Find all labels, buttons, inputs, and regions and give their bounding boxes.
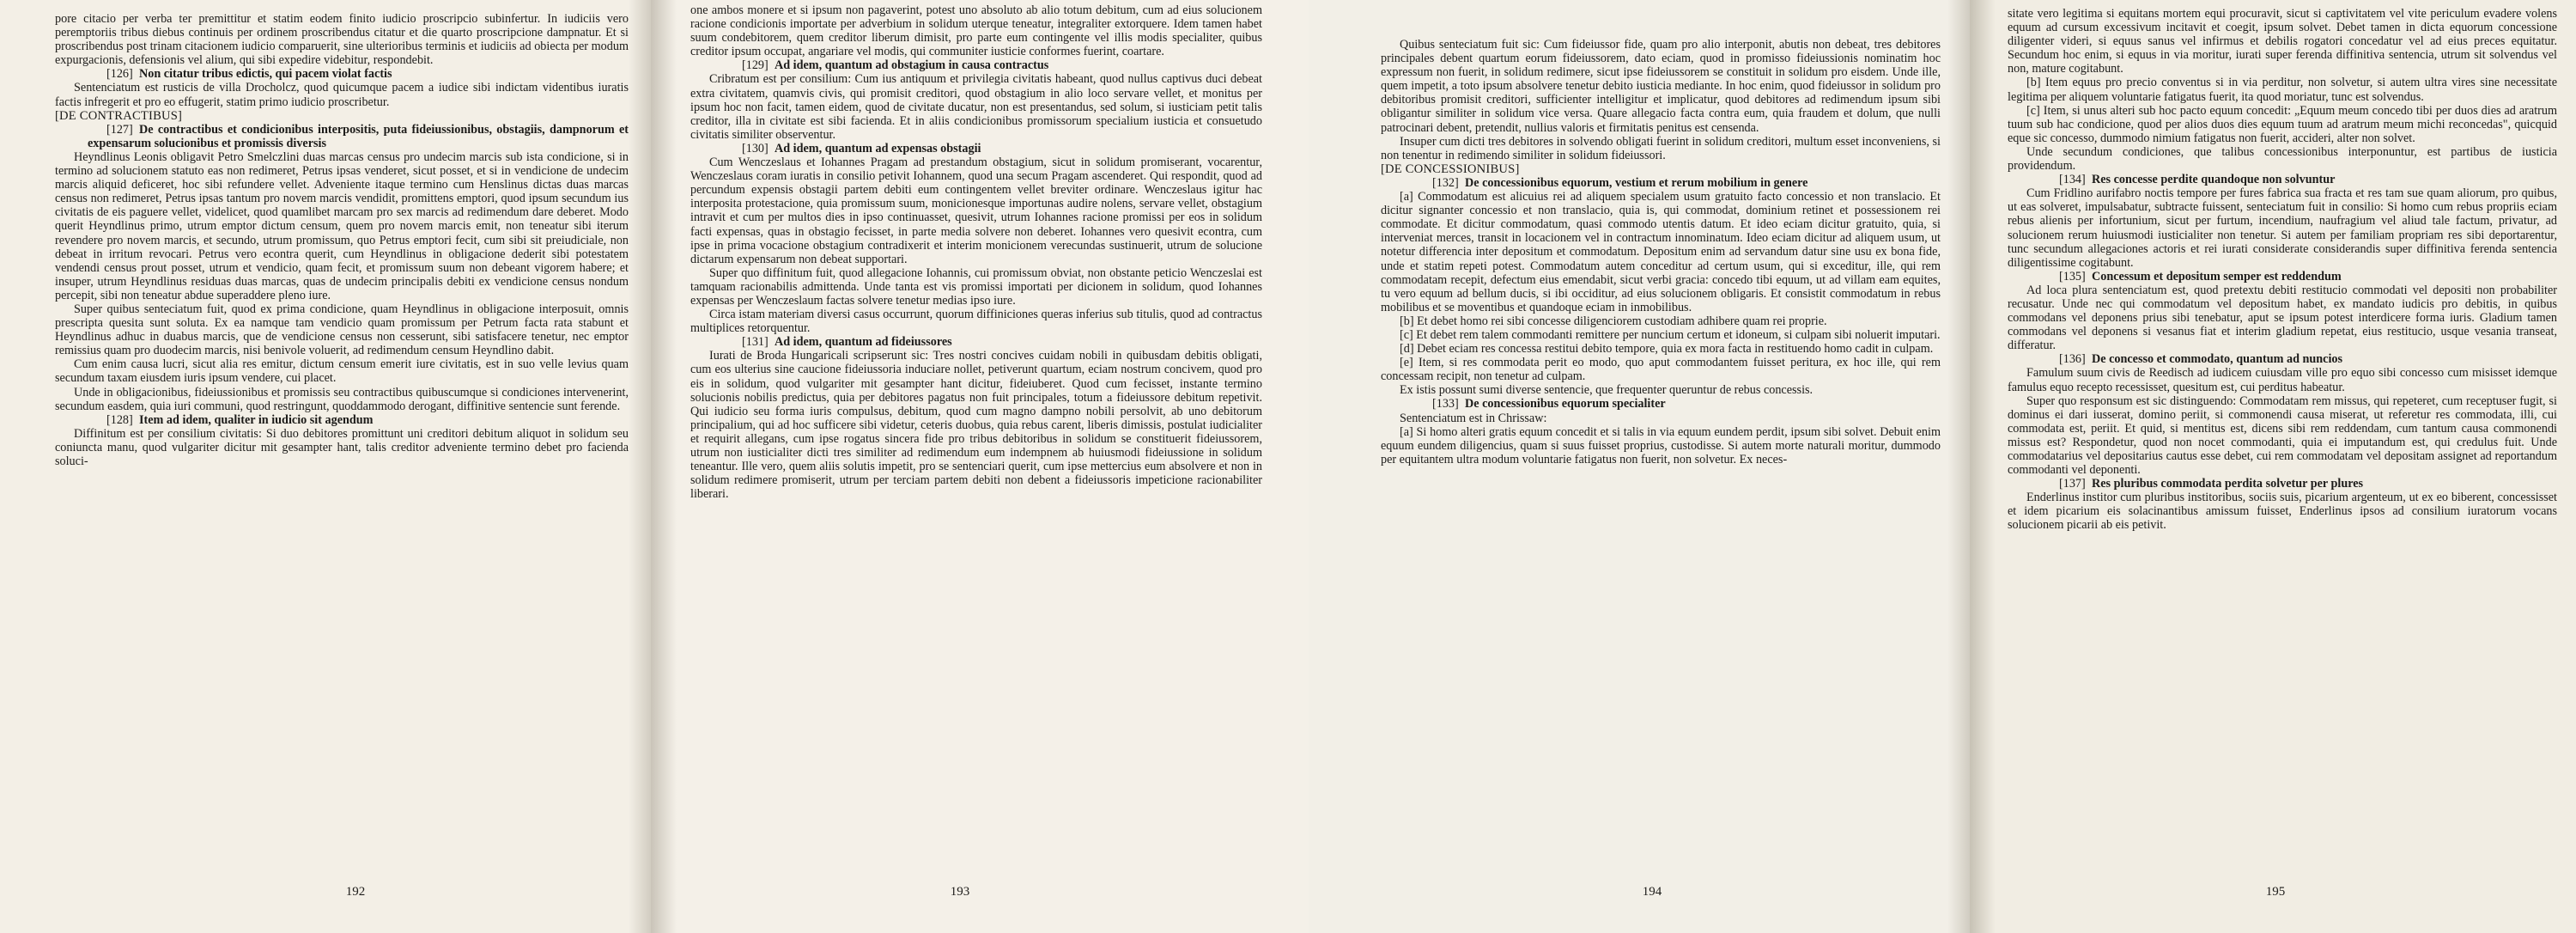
paragraph: Cum Fridlino aurifabro noctis tempore per fures fabrica sua fracta et res tam sue quam aliorum, pro quibus, ut eas solveret, impulsabatur, subtracte fuissent, senteciatum fuit in consilio: Si homo cum rebus propriis eciam rebus alienis per infortunium, sicut per furtum, incendium, naufragium vel aliud tale factum, privatur, ad solucionem rerum huiusmodi iusticialiter non tenetur. Si autem per familiam propriam res sibi deportarentur, tunc secundum allegaciones actoris et rei iurati considerate considerandis super diffinitiva ferenda sentencia diligentissime cogitabunt. [2008,186,2557,270]
paragraph: [c] Et debet rem talem commodanti remittere per nuncium certum et idoneum, si culpam sibi noluerit imputari. [1400,327,1941,342]
chapter-heading: [DE CONCESSIONIBUS] [1381,162,1520,176]
page-gutter-shadow [651,0,677,933]
section-heading [2008,352,2557,366]
paragraph: Circa istam materiam diversi casus occurrunt, quorum diffiniciones queras inferius sub titulis, quod ad contractus multiplices retorquentur. [690,308,1262,336]
page-text [1381,38,1941,466]
section-number: [127] [106,122,133,137]
section-title: Item ad idem, qualiter in iudicio sit agendum [139,412,374,427]
section-number: [131] [742,335,769,350]
paragraph: [b] Item equus pro precio conventus si in via perditur, non solvetur, si autem ultra vires sine necessitate legitima per aliquem voluntarie fatigatus fuerit, ita quod moriatur, tunc est solvendus. [2008,76,2557,104]
paragraph: Heyndlinus Leonis obligavit Petro Smelczlini duas marcas census pro undecim marcis sub ista condicione, si in termino ad solucionem statuto eas non redimeret, Petrus ipsas venderet, sicut posset, et si in vendicione de undecim marcis aliquid deficeret, hoc sibi refundere vellet. Adveniente itaque termino cum Henslinus dictas duas marcas census non redimeret, Petrus ipsas tantum pro novem marcis vendidit, promittens emptori, quod ipsum secundum ius civitatis de eis paguere vellet, videlicet, quod quamlibet marcam pro sex marcis ad redimendum dare deberet. Modo querit Heyndlinus primo, utrum emptor dictum censum, quem pro novem marcis emit, non teneatur sibi iterum revendere pro novem marcis, et secundo, utrum promissum, quo Petrus emptori fecit, cum sibi sit preiudiciale, non debeat in irritum revocari. Petrus vero econtra querit, cum Heyndlinus in obligacione dederit sibi potestatem vendendi census prout posset, utrum et vendicio, quam fecit, et promissum suum non debeant vigorem habere; et insuper, utrum Heyndlinus residuas duas marcas, quas de undecim principalis debiti ex vendicione census nondum percepit, sibi non teneatur abdue superaddere pleno iure. [55,149,629,302]
paragraph: Super quo diffinitum fuit, quod allegacione Iohannis, cui promissum obviat, non obstante peticio Wenczeslai est tamquam racionabilis admittenda. Unde tanta est vis promissi importati per dicionem in solidum, quod Iohannes expensas per Wenczeslaum factas solvere tenetur medias ipso iure. [690,265,1262,308]
section-number: [129] [742,58,769,73]
section-title: De concessionibus equorum specialiter [1465,397,1666,412]
paragraph: pore citacio per verba ter premittitur et statim eodem finito iudicio proscripcio subinfertur. In iudiciis vero peremptoriis tribus diebus continuis per ordinem proscribendus citatur et die quarto proscripcione dampnatur. Et si proscribendus post trinam citacionem iudicio comparuerit, sine ulterioribus terminis et iudiciis ad obiecta per modum expurgacionis, defensionis vel alium, qui sibi expedire videbitur, respondebit. [55,12,629,68]
paragraph: [a] Si homo alteri gratis equum concedit et si talis in via equum eundem perdit, ipsum sibi solvet. Debuit enim equum eundem diligencius, quam si suus fuisset proprius, custodisse. Si autem morte naturali moritur, dummodo per equitantem ultra modum voluntarie fatigatus non fuerit, non solvetur. Ex neces- [1381,424,1941,466]
page-text [2008,7,2557,533]
paragraph: Famulum suum civis de Reedisch ad iudicem cuiusdam ville pro equo sibi concesso cum misisset idemque famulus equo recepto recessisset, quesitum est, cui perditus habeatur. [2008,366,2557,394]
section-title: Ad idem, quantum ad fideiussores [775,335,952,350]
section-heading [55,123,629,150]
page-gutter-shadow [629,0,651,933]
section-title: De concessionibus equorum, vestium et rerum mobilium in genere [1465,175,1808,190]
section-number: [128] [106,412,133,427]
section-number: [135] [2059,269,2086,284]
paragraph: [a] Commodatum est alicuius rei ad aliquem specialem usum gratuito facto concessio et non translacio. Et dicitur signanter concessio et non translacio, quia is, qui commodat, dominium retinet et possessionem rei commodate. Et dicitur commodatum, quasi commodo utentis datum. Et ideo eciam dicitur gratuito, quia, si interveniat merces, transit in locacionem vel in contractum innominatum. Ideo eciam dicitur ad aliquem usum, ut notetur differencia inter depositum et commodatum. Depositum enim ad servandum datur sine usu ex bona fide, unde et statim repeti potest. Commodatum autem conceditur ad certum usum, qui si exceditur, ille, qui rem commodatam recepit, defectum eius emendabit, sicut verbi gracia: concedo tibi equum, ut ad villam eam equites, tu vero equum ad bellum ducis, si ibi occiditur, ad eius solucionem obligaris. Et consistit commodatum in rebus mobilibus et se moventibus et quandoque eciam in inmobilibus. [1381,190,1941,314]
section-heading [690,142,1262,156]
page-195 [1970,0,2576,933]
section-number: [136] [2059,352,2086,367]
paragraph: Iurati de Broda Hungaricali scripserunt sic: Tres nostri concives cuidam nobili in quibusdam debitis obligati, cum eos ulterius sine caucione fideiussoria induciare nollet, petiverunt quartum, eciam nostrum concivem, quod pro eis in solidum, quod vulgariter mit gesampter hant dicitur, fideiuberet. Quod cum fecisset, instante termino solucionis nobilis predictus, quia per debitores pagatus non fuit principales, totum a fideiussore debitum repetivit. Qui iudicio seu forma iuris compulsus, debitum, quod cum magno dampno nobili persolvit, ab uno debitorum principalium, qui ad hoc sufficere sibi videtur, ceteris duobus, quia rebus carent, liberis dimissis, postulat iudicialiter et requirit allegans, cum ipse rogatus sincera fide pro tribus debitoribus in solidum se constituerit fideiussorem, utrum non iusticialiter dicti tres similiter ad redimendum eum indempnem ab huiusmodi fideiussione in solidum teneantur. Ille vero, quem aliis solutis impetit, pro se sentenciari querit, cum ipse mettercius eum absolvere et non in solidum redimere promiserit, utrum per terciam partem debiti non debent a fideiussoris impeticione racionabiliter liberari. [690,349,1262,502]
paragraph: Cum enim causa lucri, sicut alia res emitur, dictum censum emerit iure civitatis, est in suo velle levius quam secundum taxam eiusdem iuris ipsum vendere, cui placet. [55,357,629,386]
section-number: [134] [2059,173,2086,187]
page-gutter-shadow [1947,0,1970,933]
paragraph: Cum Wenczeslaus et Iohannes Pragam ad prestandum obstagium, sicut in solidum promiserant, vocarentur, Wenczeslaus coram iuratis in consilio petivit Iohannem, quod una secum Pragam ascenderet. Qui respondit, quod ad percundum expensis obstagii partem debiti eum contingentem vellet breviter ordinare. Wenczeslaus igitur hac interposita protestacione, quia promissum suum, monicionesque importunas audire nolens, servare vellet, obstagium intravit et cum per multos dies in ipso continuasset, quesivit, utrum Iohannes racione promissi per eos in solidum facti expensas, quas in obstagio fecisset, in parte media solvere non deberet. Iohannes vero quesivit econtra, cum ipse in prima vocacione obstagium contradixerit et interim monicionem verecundas sustinuerit, utrum de solucione dictarum expensarum non debeat supportari. [690,156,1262,266]
section-number: [137] [2059,477,2086,491]
paragraph: Quibus senteciatum fuit sic: Cum fideiussor fide, quam pro alio interponit, abutis non debeat, tres debitores principales debent quartum eorum fideiussorem, dato eciam, quod in promisso fideiussionis nominatim hoc expressum non fuerit, in solidum redimere, sicut ipse fideiussorem se constituit in solidum pro eisdem. Unde ille, quem impetit, a toto ipsum absolvere tenetur debito iusticia mediante. In hoc enim, quod fideiussor in solidum pro debitoribus promisit creditori, sufficienter intelligitur et implicatur, quod debitores ad redimendum ipsum sibi obligantur similiter in solidum vice versa. Quare allegacio facta contra eum, quia fraudem et dolum, que nulli patrocinari debent, pretendit, nullius valoris et firmitatis penitus est censenda. [1381,38,1941,135]
chapter-heading: [DE CONTRACTIBUS] [55,108,183,123]
page-number: 193 [950,885,970,899]
page-text [55,12,629,468]
paragraph: [e] Item, si res commodata perit eo modo, quo aput commodantem fuisset peritura, ex hoc ille, qui rem concessam recipit, non tenetur ad culpam. [1381,356,1941,384]
section-heading [2008,173,2557,186]
page-number: 192 [345,885,366,899]
section-number: [130] [742,141,769,156]
paragraph: Diffinitum est per consilium civitatis: Si duo debitores promittunt uni creditori debitum aliquot in solidum seu coniuncta manu, quod vulgariter dicitur mit gesampter hant, talis creditor adveniente termino debet pro facienda soluci- [55,426,629,468]
section-title: De contractibus et condicionibus interpositis, puta fideiussionibus, obstagiis, dampnorum et expensarum solucionibus et promissis diversis [88,122,629,150]
paragraph: Unde in obligacionibus, fideiussionibus et promissis seu contractibus quibuscumque si condiciones intervenerint, secundum easdem, quia iuri communi, quod restringunt, quoddammodo derogant, diffinitive sentencie sunt ferende. [55,385,629,413]
paragraph: Ex istis possunt sumi diverse sentencie, que frequenter queruntur de rebus concessis. [1400,383,1814,398]
section-title: Res pluribus commodata perdita solvetur per plures [2092,477,2364,491]
page-number: 195 [2265,885,2286,899]
section-title: Ad idem, quantum ad obstagium in causa contractus [775,58,1049,73]
page-gutter-shadow [1970,0,1996,933]
paragraph: sitate vero legitima si equitans mortem equi procuravit, sicut si captivitatem vel vite periculum evadere volens equum ad cursum excessivum incitavit et coegit, ipsum solvet. Debet tamen in dicta equorum concessione diligenter videri, si equus sanus vel infirmus et debilis rogatori concedatur vel ad eius preces equitatur. Secundum hoc enim, si equus in via moritur, iurati super ferenda diffinitiva sentencia, utrum sit solvendus vel non, mature cogitabunt. [2008,7,2557,76]
section-heading [1381,397,1941,411]
section-heading [55,413,629,427]
paragraph: Enderlinus institor cum pluribus institoribus, sociis suis, picarium argenteum, ut ex eo biberent, concessisset et idem picarium eis solacinantibus amissum fuisset, Enderlinus ipsos ad consilium iuratorum vocans solucionem picarii ab eis petivit. [2008,491,2557,533]
paragraph: Cribratum est per consilium: Cum ius antiquum et privilegia civitatis habeant, quod nullus captivus duci debeat extra civitatem, quamvis civis, qui promisit creditori, quod obstagium in alio loco servare vellet, et monitus per ipsum hoc non facit, tamen eidem, quod de civitate ducatur, non est presentandus, sed solum, si iusticiam petit talis creditor, illa in civitate est sibi facienda. Et in aliis condicionibus promissorum specialium iusticia et consuetudo civitatis similiter observentur. [690,72,1262,142]
section-heading [1381,176,1941,190]
section-title: De concesso et commodato, quantum ad nuncios [2092,352,2343,367]
paragraph: one ambos monere et si ipsum non pagaverint, potest uno absoluto ab alio totum debitum, cum ad eius solucionem racione condicionis importate per adverbium in solidum uterque teneatur, integraliter extorquere. Idem tamen habet suum condebitorem, quem creditor liberum dimisit, pro parte eum contingente vel illis modis specialiter, quibus creditor ipsum occupat, angariare vel modis, qui communiter iusticie conformes fuerint, coartare. [690,3,1262,59]
paragraph: Super quo responsum est sic distinguendo: Commodatam rem missus, qui repeteret, cum receptuser fugit, si dominus ei dari iusserat, domino periit, si commonendi causa miserat, ut referetur res commodata, illi, cui commodata est, periit. Et quid, si mentitus est, dicens sibi rem reddendam, cum tantum causa commonendi missus est? Respondetur, quod non nocet commodanti, quia ei imputandum est, qui credulus fuit. Unde commodatarius vel depositarius cautus esse debet, cui rem commodatam vel depositam assignet ad reportandum commodanti vel deponenti. [2008,393,2557,478]
paragraph: Unde secundum condiciones, que talibus concessionibus interponuntur, est partibus de iusticia providendum. [2008,144,2557,174]
section-number: [133] [1432,397,1459,412]
paragraph: [b] Et debet homo rei sibi concesse diligenciorem custodiam adhibere quam rei proprie. [1400,314,1827,328]
section-heading [2008,270,2557,284]
page-193 [651,0,1309,933]
section-heading [2008,477,2557,491]
page-194 [1309,0,1970,933]
paragraph: Ad loca plura sentenciatum est, quod pretextu debiti restitucio commodati vel depositi non probabiliter recusatur. Unde nec qui commodatum vel depositum habet, ex mandato iudicis pro debitis, in quibus commodans vel deponens prius sibi tenebatur, aput se ipsum potest interdicere forma iuris. Gladium tamen commodans vel deponens si vesanus fiat et interim gladium repetat, eius restitucio, usque vesania transeat, differatur. [2008,283,2557,353]
section-title: Ad idem, quantum ad expensas obstagii [775,141,981,156]
page-192 [0,0,651,933]
section-title: Concessum et depositum semper est reddendum [2092,269,2342,284]
section-title: Res concesse perdite quandoque non solvuntur [2092,173,2336,187]
section-number: [126] [106,67,133,82]
paragraph: Insuper cum dicti tres debitores in solvendo obligati fuerint in solidum creditori, multum esset inconveniens, si non tenentur in redimendo similiter in solidum fideiussori. [1381,134,1941,162]
page-number: 194 [1642,885,1662,899]
section-heading [55,67,629,81]
section-heading [690,58,1262,72]
section-title: Non citatur tribus edictis, qui pacem violat factis [139,67,392,82]
paragraph: Sentenciatum est rusticis de villa Drocholcz, quod quicumque pacem a iudice sibi indictam videntibus iuratis factis infregerit et pro eo effugerit, statim primo iudicio proscribetur. [55,81,629,109]
section-heading [690,335,1262,349]
paragraph: Super quibus senteciatum fuit, quod ex prima condicione, quam Heyndlinus in obligacione interposuit, omnis prescripta quesita sunt soluta. Ex ea namque tam vendicio quam promissum per Petrum facta rata stabunt et Heyndlinus adhuc in duabus marcis, que de vendicione census non cesserunt, sibi satisfacere tenetur, nec emptor remissius quam pro duodecim marcis, nisi benivole voluerit, ad redimendum censum Heyndlino dabit. [55,302,629,358]
paragraph: [c] Item, si unus alteri sub hoc pacto equum concedit: „Equum meum concedo tibi per duos dies ad aratrum tuum sub hac condicione, quod per alios duos dies equum tuum ad aratrum meum michi reconcedas", quicquid eque sic concesso, dummodo nimium fatigatus non fuerit, accideri, alter non solvet. [2008,103,2557,145]
paragraph: Sentenciatum est in Chrissaw: [1400,411,1547,425]
page-text [690,3,1262,501]
paragraph: [d] Debet eciam res concessa restitui debito tempore, quia ex mora facta in restituendo homo cadit in culpam. [1400,342,1934,357]
section-number: [132] [1432,175,1459,190]
